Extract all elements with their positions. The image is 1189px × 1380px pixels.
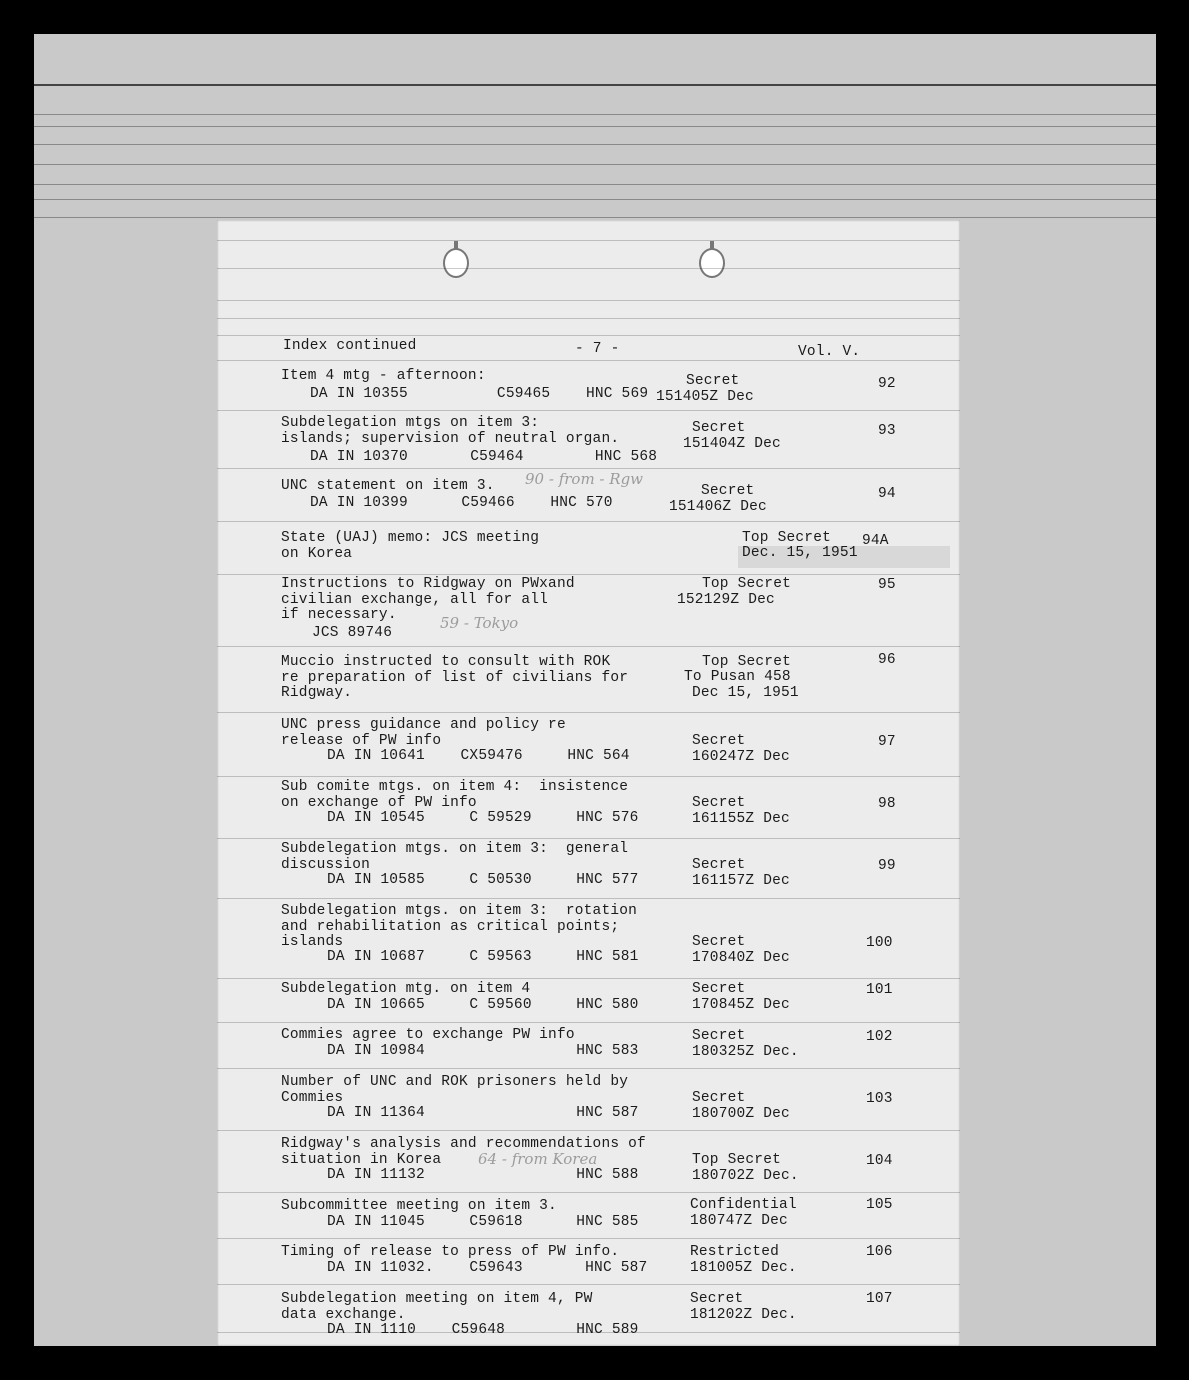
scan-line — [217, 1238, 960, 1239]
entry-references: DA IN 11364 HNC 587 — [327, 1105, 639, 1121]
entry-references: DA IN 10545 C 59529 HNC 576 — [327, 810, 639, 826]
classification: Top Secret — [742, 530, 832, 546]
scan-line — [217, 410, 960, 411]
scan-line — [217, 978, 960, 979]
entry-description: Subdelegation mtgs. on item 3: general — [281, 841, 629, 857]
scan-line — [217, 838, 960, 839]
entry-number: 94 — [878, 486, 896, 502]
entry-description: UNC press guidance and policy re — [281, 717, 566, 733]
entry-references: DA IN 10399 C59466 HNC 570 — [310, 495, 613, 511]
entry-description: Instructions to Ridgway on PWxand — [281, 576, 575, 592]
entry-references: JCS 89746 — [312, 625, 393, 641]
entry-references: DA IN 11032. C59643 HNC 587 — [327, 1260, 648, 1276]
entry-number: 103 — [866, 1091, 893, 1107]
entry-description: on exchange of PW info — [281, 794, 477, 811]
classification: Secret — [701, 483, 755, 499]
entry-description: islands — [281, 934, 344, 950]
classification: Top Secret — [692, 1152, 782, 1168]
date-time-group: To Pusan 458 — [684, 669, 791, 685]
date-time-group: 180700Z Dec — [692, 1106, 790, 1122]
entry-number: 95 — [878, 577, 896, 593]
entry-references: DA IN 10641 CX59476 HNC 564 — [327, 748, 630, 764]
scan-line — [217, 1192, 960, 1193]
entry-description: on Korea — [281, 545, 353, 562]
date-time-group: 152129Z Dec — [677, 592, 775, 608]
entry-description: Sub comite mtgs. on item 4: insistence — [281, 779, 629, 795]
entry-number: 92 — [878, 376, 896, 392]
entry-number: 104 — [866, 1153, 893, 1169]
date-time-group: 181202Z Dec. — [690, 1307, 797, 1323]
classification: Secret — [692, 795, 746, 811]
classification: Secret — [692, 1028, 746, 1044]
volume-label: Vol. V. — [798, 344, 861, 360]
classification: Restricted — [690, 1244, 780, 1260]
entry-description: State (UAJ) memo: JCS meeting — [281, 530, 540, 546]
entry-description: Ridgway. — [281, 685, 353, 701]
date-time-group: 160247Z Dec — [692, 749, 790, 765]
page-rule — [34, 217, 1156, 218]
entry-number: 100 — [866, 935, 893, 951]
entry-references: DA IN 10355 C59465 HNC 569 — [310, 386, 649, 402]
page-rule — [34, 144, 1156, 145]
handwritten-note: 90 - from - Rgw — [525, 470, 644, 488]
classification: Secret — [692, 857, 746, 873]
scan-line — [217, 335, 960, 336]
scan-line — [217, 898, 960, 899]
entry-number: 107 — [866, 1291, 893, 1307]
scan-line — [217, 521, 960, 522]
scan-line — [217, 1022, 960, 1023]
entry-references: DA IN 10984 HNC 583 — [327, 1043, 639, 1059]
entry-description: UNC statement on item 3. — [281, 478, 495, 494]
entry-description: discussion — [281, 856, 371, 873]
scan-line — [217, 1068, 960, 1069]
entry-description: islands; supervision of neutral organ. — [281, 430, 620, 447]
scan-line — [217, 360, 960, 361]
entry-references: DA IN 1110 C59648 HNC 589 — [327, 1322, 639, 1338]
date-line: Dec 15, 1951 — [692, 685, 799, 701]
header-index-continued: Index continued — [283, 338, 417, 354]
scan-line — [217, 318, 960, 319]
entry-description: Commies agree to exchange PW info — [281, 1027, 575, 1043]
entry-description: Muccio instructed to consult with ROK — [281, 654, 611, 670]
scan-line — [217, 646, 960, 647]
classification: Secret — [692, 420, 746, 436]
classification: Secret — [692, 733, 746, 749]
entry-description: and rehabilitation as critical points; — [281, 918, 620, 935]
entry-number: 98 — [878, 796, 896, 812]
scan-line — [217, 1284, 960, 1285]
entry-number: 106 — [866, 1244, 893, 1260]
scan-line — [217, 240, 960, 241]
handwritten-note: 59 - Tokyo — [440, 614, 519, 632]
date-time-group: 161157Z Dec — [692, 873, 790, 889]
classification: Secret — [690, 1291, 744, 1307]
date-time-group: 180747Z Dec — [690, 1213, 788, 1229]
page-rule — [34, 184, 1156, 185]
entry-number: 102 — [866, 1029, 893, 1045]
entry-description: Subdelegation mtgs. on item 3: rotation — [281, 903, 638, 919]
entry-number: 97 — [878, 734, 896, 750]
entry-references: DA IN 11045 C59618 HNC 585 — [327, 1214, 639, 1230]
entry-references: DA IN 10687 C 59563 HNC 581 — [327, 949, 639, 965]
classification: Confidential — [690, 1197, 797, 1213]
entry-description: Subdelegation mtg. on item 4 — [281, 981, 531, 997]
entry-description: Subdelegation mtgs on item 3: — [281, 415, 540, 431]
entry-references: DA IN 11132 HNC 588 — [327, 1167, 639, 1183]
classification: Secret — [692, 981, 746, 997]
entry-description: if necessary. — [281, 607, 397, 623]
date-time-group: 151405Z Dec — [656, 389, 754, 405]
entry-description: Ridgway's analysis and recommendations of — [281, 1136, 646, 1152]
entry-number: 96 — [878, 652, 896, 668]
entry-description: data exchange. — [281, 1306, 406, 1323]
entry-description: Item 4 mtg - afternoon: — [281, 368, 486, 384]
scan-line — [217, 268, 960, 269]
page-rule — [34, 199, 1156, 200]
entry-number: 93 — [878, 423, 896, 439]
scan-line — [217, 300, 960, 301]
date-time-group: 170845Z Dec — [692, 997, 790, 1013]
entry-description: Commies — [281, 1089, 344, 1106]
scan-line — [217, 1130, 960, 1131]
scan-line — [217, 776, 960, 777]
date-time-group: 161155Z Dec — [692, 811, 790, 827]
page-rule — [34, 164, 1156, 165]
classification: Top Secret — [702, 654, 792, 670]
punch-hole-icon — [443, 248, 469, 278]
entry-description: Timing of release to press of PW info. — [281, 1244, 620, 1260]
entry-description: release of PW info — [281, 732, 442, 749]
date-time-group: 181005Z Dec. — [690, 1260, 797, 1276]
entry-number: 94A — [862, 533, 889, 549]
scan-line — [217, 468, 960, 469]
handwritten-note: 64 - from Korea — [478, 1150, 598, 1168]
entry-references: DA IN 10665 C 59560 HNC 580 — [327, 997, 639, 1013]
date-time-group: Dec. 15, 1951 — [742, 545, 858, 561]
page-rule — [34, 126, 1156, 127]
date-time-group: 180325Z Dec. — [692, 1044, 799, 1060]
date-time-group: 151404Z Dec — [683, 436, 781, 452]
page-rule — [34, 114, 1156, 115]
page-number: - 7 - — [575, 341, 620, 357]
entry-number: 101 — [866, 982, 893, 998]
entry-references: DA IN 10370 C59464 HNC 568 — [310, 449, 658, 465]
date-time-group: 151406Z Dec — [669, 499, 767, 515]
classification: Secret — [692, 934, 746, 950]
entry-number: 105 — [866, 1197, 893, 1213]
date-time-group: 170840Z Dec — [692, 950, 790, 966]
page-rule — [34, 84, 1156, 86]
punch-hole-icon — [699, 248, 725, 278]
date-time-group: 180702Z Dec. — [692, 1168, 799, 1184]
entry-description: re preparation of list of civilians for — [281, 669, 629, 686]
entry-description: Subcommittee meeting on item 3. — [281, 1198, 557, 1214]
classification: Secret — [692, 1090, 746, 1106]
entry-number: 99 — [878, 858, 896, 874]
entry-description: situation in Korea — [281, 1151, 442, 1168]
entry-description: Number of UNC and ROK prisoners held by — [281, 1074, 629, 1090]
classification: Top Secret — [702, 576, 792, 592]
entry-references: DA IN 10585 C 50530 HNC 577 — [327, 872, 639, 888]
entry-description: Subdelegation meeting on item 4, PW — [281, 1291, 593, 1307]
scan-line — [217, 712, 960, 713]
classification: Secret — [686, 373, 740, 389]
scan-line — [217, 574, 960, 575]
entry-description: civilian exchange, all for all — [281, 591, 549, 608]
